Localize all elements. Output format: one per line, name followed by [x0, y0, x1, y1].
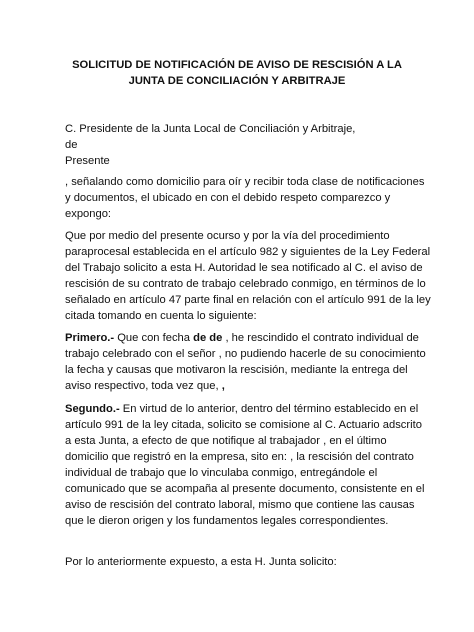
intro-line-1: , señalando como domicilio para oír y recibir toda clase de notificaciones — [65, 176, 425, 188]
primero-bold-de: de de — [193, 332, 223, 344]
document-title-line-2: JUNTA DE CONCILIACIÓN Y ARBITRAJE — [128, 75, 346, 87]
segundo-label: Segundo.- — [65, 403, 120, 415]
addressee-line-1: C. Presidente de la Junta Local de Conciliación y Arbitraje, — [65, 123, 356, 135]
intro-line-3: expongo: — [65, 208, 112, 220]
addressee-line-2: de — [65, 139, 78, 151]
intro-line-2: y documentos, el ubicado en con el debido respeto comparezco y — [65, 192, 391, 204]
para1-line-1: Que por medio del presente ocurso y por la vía del procedimiento — [65, 230, 390, 242]
primero-text-a: Que con fecha — [114, 332, 194, 344]
segundo-line-5: individual de trabajo que lo vinculaba conmigo, entregándole el — [65, 467, 378, 479]
para1-line-3: del Trabajo solicito a esta H. Autoridad le sea notificado al C. el aviso de — [65, 262, 423, 274]
para1-line-6: citada tomando en cuenta lo siguiente: — [65, 310, 257, 322]
para1-line-2: paraprocesal establecida en el artículo 982 y siguientes de la Ley Federal — [65, 246, 431, 258]
primero-line-4 — [65, 378, 225, 394]
primero-line-1 — [65, 330, 419, 346]
primero-line-4-text: aviso respectivo, toda vez que, — [65, 380, 222, 392]
document-title-line-1: SOLICITUD DE NOTIFICACIÓN DE AVISO DE RESCISIÓN A LA — [72, 59, 402, 71]
primero-label: Primero.- — [65, 332, 115, 344]
para1-line-4: rescisión de su contrato de trabajo celebrado conmigo, en términos de lo — [65, 278, 426, 290]
primero-text-b: , he rescindido el contrato individual de — [222, 332, 419, 344]
addressee-line-3: Presente — [65, 155, 110, 167]
segundo-line-6: comunicado que se acompaña al presente documento, consistente en el — [65, 483, 425, 495]
segundo-text-a: En virtud de lo anterior, dentro del término establecido en el — [119, 403, 419, 415]
segundo-line-8: que le dieron origen y los fundamentos legales correspondientes. — [65, 515, 389, 527]
segundo-line-7: aviso de rescisión del contrato laboral, mismo que contiene las causas — [65, 499, 415, 511]
primero-line-2: trabajo celebrado con el señor , no pudiendo hacerle de su conocimiento — [65, 348, 426, 360]
segundo-line-1 — [65, 401, 418, 417]
segundo-line-2: artículo 991 de la ley citada, solicito se comisione al C. Actuario adscrito — [65, 419, 422, 431]
segundo-line-4: domicilio que registró en la empresa, sito en: , la rescisión del contrato — [65, 451, 414, 463]
segundo-line-3: a esta Junta, a efecto de que notifique al trabajador , en el último — [65, 435, 387, 447]
primero-line-4-bold: , — [221, 380, 225, 392]
primero-line-3: la fecha y causas que motivaron la rescisión, mediante la entrega del — [65, 364, 408, 376]
para1-line-5: señalado en artículo 47 parte final en relación con el artículo 991 de la ley — [65, 294, 431, 306]
closing-line: Por lo anteriormente expuesto, a esta H. Junta solicito: — [65, 556, 337, 568]
